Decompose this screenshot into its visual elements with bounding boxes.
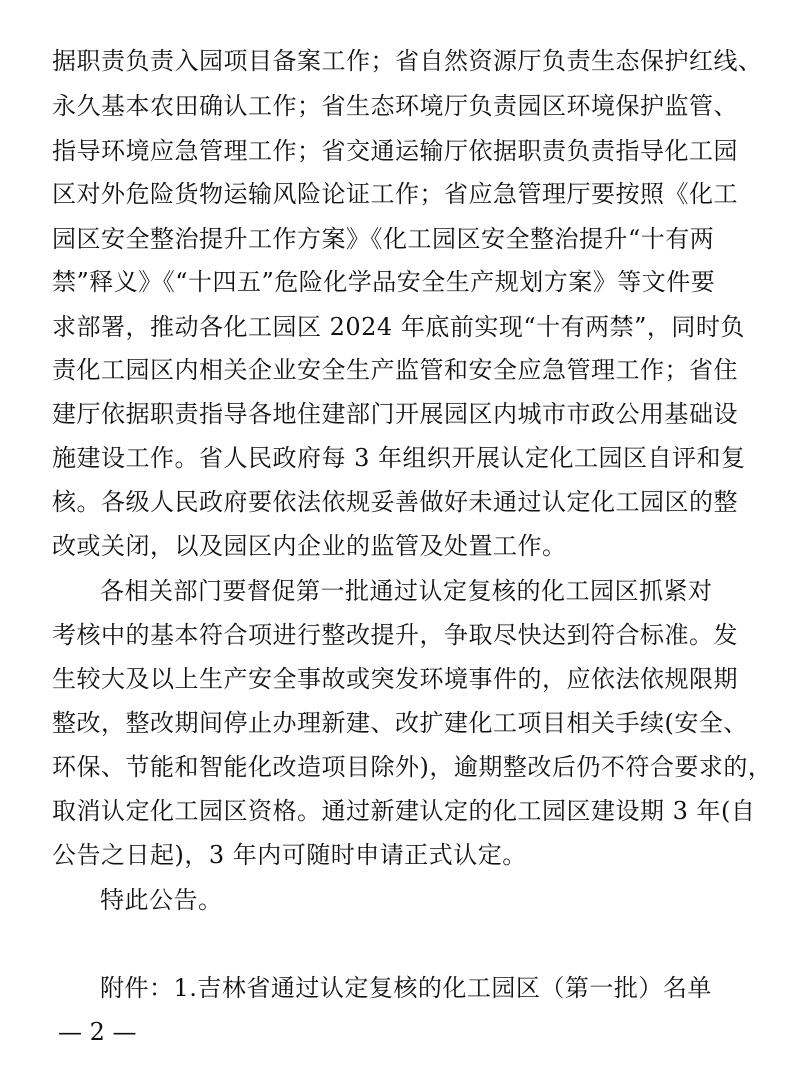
text-line: 园区安全整治提升工作方案》《化工园区安全整治提升“十有两 <box>52 225 715 253</box>
text-line: 永久基本农田确认工作；省生态环境厅负责园区环境保护监管、 <box>52 92 738 120</box>
text-line: 取消认定化工园区资格。通过新建认定的化工园区建设期 3 年(自 <box>52 797 756 825</box>
text-line: 整改，整改期间停止办理新建、改扩建化工项目相关手续(安全、 <box>52 709 748 737</box>
text-line: 求部署，推动各化工园区 2024 年底前实现“十有两禁”，同时负 <box>52 313 745 341</box>
text-line: 公告之日起)，3 年内可随时申请正式认定。 <box>52 841 527 869</box>
text-line: 建厅依据职责指导各地住建部门开展园区内城市市政公用基础设 <box>52 400 738 428</box>
text-line: 指导环境应急管理工作；省交通运输厅依据职责负责指导化工园 <box>52 137 738 165</box>
attachment-line: 附件：1.吉林省通过认定复核的化工园区（第一批）名单 <box>100 974 712 1002</box>
text-line: 禁”释义》《“十四五”危险化学品安全生产规划方案》等文件要 <box>52 268 716 296</box>
closing-text: 特此公告。 <box>100 886 223 914</box>
text-line: 考核中的基本符合项进行整改提升，争取尽快达到符合标准。发 <box>52 621 738 649</box>
text-line: 各相关部门要督促第一批通过认定复核的化工园区抓紧对 <box>100 577 713 605</box>
text-line: 环保、节能和智能化改造项目除外)，逾期整改后仍不符合要求的， <box>52 753 773 781</box>
text-line: 施建设工作。省人民政府每 3 年组织开展认定化工园区自评和复 <box>52 444 746 472</box>
text-line: 区对外危险货物运输风险论证工作；省应急管理厅要按照《化工 <box>52 180 738 208</box>
text-line: 改或关闭，以及园区内企业的监管及处置工作。 <box>52 532 567 560</box>
text-line: 生较大及以上生产安全事故或突发环境事件的，应依法依规限期 <box>52 665 738 693</box>
page-number: — 2 — <box>58 1018 137 1046</box>
text-line: 责化工园区内相关企业安全生产监管和安全应急管理工作；省住 <box>52 356 738 384</box>
text-line: 核。各级人民政府要依法依规妥善做好未通过认定化工园区的整 <box>52 488 738 516</box>
text-line: 据职责负责入园项目备案工作；省自然资源厅负责生态保护红线、 <box>52 47 763 75</box>
